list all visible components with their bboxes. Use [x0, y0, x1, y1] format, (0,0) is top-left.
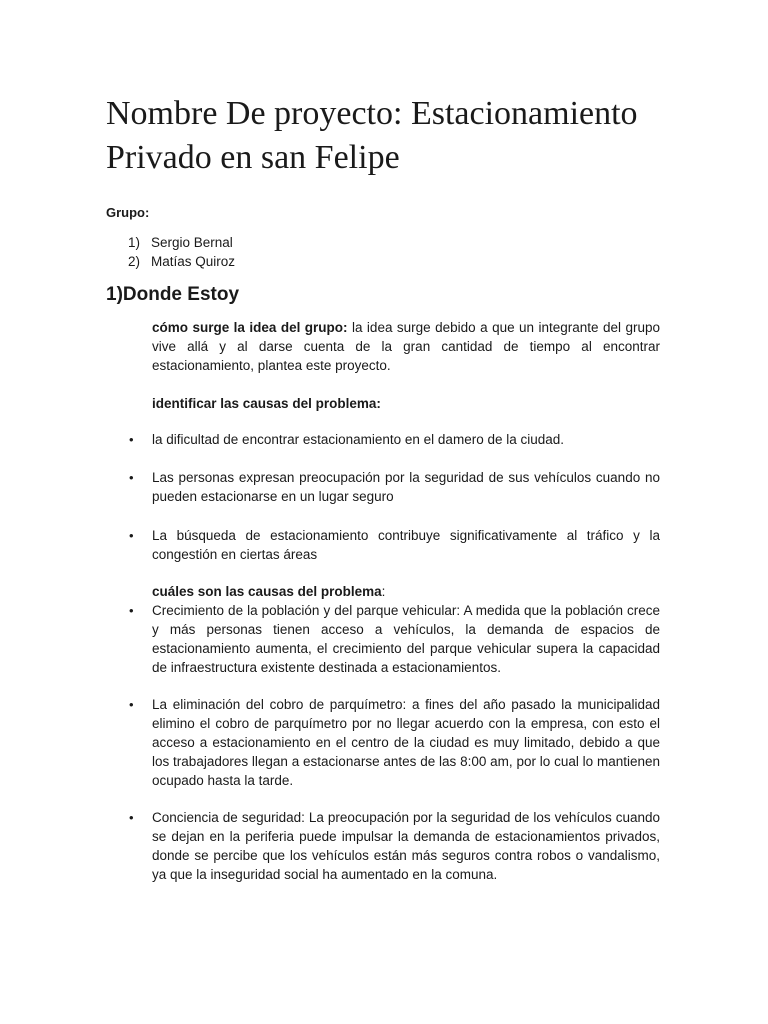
group-label: Grupo: [106, 205, 150, 220]
bullet-icon: • [129, 470, 134, 485]
causes-heading-bold: cuáles son las causas del problema [152, 584, 382, 599]
member-list [128, 233, 235, 271]
list-item [128, 252, 235, 271]
member-name: Matías Quiroz [151, 254, 236, 269]
bullet-icon: • [129, 528, 134, 543]
list-number: 1) [128, 235, 141, 250]
bullet-icon: • [129, 603, 134, 618]
list-item: Las personas expresan preocupación por la seguridad de sus vehículos cuando no pueden estacionarse en un lugar seguro [152, 470, 660, 504]
causes-heading [152, 582, 660, 601]
intro-paragraph [152, 318, 660, 375]
list-item: La eliminación del cobro de parquímetro: a fines del año pasado la municipalidad elimino el cobro de parquímetro por no llegar acuerdo con la empresa, con esto el acceso a estacionamiento en el centro de la ciudad es muy limitado, debido a que los trabajadores llegan a estacionarse antes de las 8:00 am, por lo cual lo mantienen ocupado hasta la tarde. [152, 697, 660, 788]
list-item: La búsqueda de estacionamiento contribuye significativamente al tráfico y la congestión en ciertas áreas [152, 528, 660, 562]
list-number: 2) [128, 254, 141, 269]
member-name: Sergio Bernal [151, 235, 233, 250]
list-item: Conciencia de seguridad: La preocupación por la seguridad de los vehículos cuando se dejan en la periferia puede impulsar la demanda de estacionamientos privados, donde se percibe que los vehículos están más seguros contra robos o vandalismo, ya que la inseguridad social ha aumentado en la comuna. [152, 810, 660, 882]
list-item: Crecimiento de la población y del parque vehicular: A medida que la población crece y más personas tienen acceso a vehículos, la demanda de espacios de estacionamiento aumenta, el crecimiento del parque vehicular supera la capacidad de infraestructura existente destinada a estacionamientos. [152, 603, 660, 675]
identify-heading: identificar las causas del problema: [152, 396, 381, 411]
bullet-icon: • [129, 697, 134, 712]
list-item: la dificultad de encontrar estacionamiento en el damero de la ciudad. [152, 432, 565, 447]
bullet-icon: • [129, 432, 134, 447]
intro-text: la idea surge debido a que un integrante del grupo vive allá y al darse cuenta de la gran cantidad de tiempo al encontrar estacionamiento, plantea este proyecto. [152, 320, 660, 373]
section-heading: 1)Donde Estoy [106, 284, 240, 305]
list-item [128, 233, 235, 252]
page-title: Nombre De proyecto: Estacionamiento Privado en san Felipe [106, 95, 638, 176]
intro-bold-lead: cómo surge la idea del grupo: [152, 320, 348, 335]
causes-heading-tail: : [381, 584, 386, 599]
bullet-icon: • [129, 810, 134, 825]
